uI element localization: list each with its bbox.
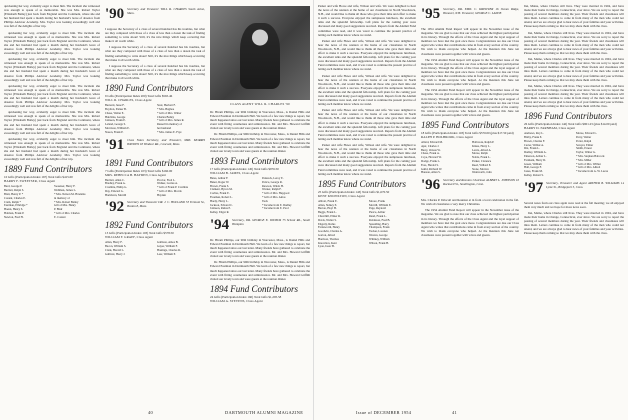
contributor-name: Brown, Frank S. <box>210 184 230 188</box>
contributor-name: Harrison, Thomas <box>318 237 339 241</box>
contributor-name: Jackson, Edward C. <box>210 203 233 207</box>
class-agent: MRS. REBECCA B. HAYDEN, Class Agent <box>105 172 166 177</box>
class-heading <box>105 200 205 217</box>
column-text: Dr. Hiram Phillips, our 90th birthday in Worcester, Mass., is Daniel Hills and Edward Eastman in Dartmouth Hall. We learn of a few new things to report, but much happened since our last letter. Many friends have gathered to celebrate the event with fitting ceremonies and reminiscence. Mr. and Mrs. Howard Griffith visited our lovely town and were guests at the reunion dinner. <box>210 110 310 131</box>
contributor-name: Hanson, Allen S. <box>421 171 441 175</box>
column-text: The 1954 Alumni Fund Report will appear in the November issue of the magazine. We are glad to note that our class achieved the highest participation in its history. Through the efforts of the Class Agent and the loyal support of members we have met the goal once more. Congratulations are due our Class Agent who writes that contributions came in from every section of the country. We wish to thank everyone who helped. At the Reunion this June ten classmates were present together with wives and guests. <box>421 57 519 87</box>
contributor-name: * Gift of Mrs. James R. <box>157 119 185 123</box>
contributor-name: Hazen, Henry S. <box>4 208 24 212</box>
fund-subtitle: 7 Gifts (Participation Index 103) Total Gifts $160.00 <box>105 168 173 173</box>
contributor-name: Dix, Frank L. <box>524 147 540 151</box>
class-year: '92 <box>105 199 125 216</box>
contributor-name: Hutchins, George <box>105 115 126 119</box>
contributor-name: Pennock, Leroy E. <box>262 176 284 180</box>
contributor-name: Pierce, Arthur <box>369 211 386 215</box>
contributor-name: Wentworth, John <box>472 171 492 175</box>
contributor-name: Newton, Fred H. <box>4 215 24 219</box>
fund-subtitle: 9 Gifts (Participation Index 200) Total Gifts $565.46 <box>105 94 173 99</box>
fund-title: 1896 Fund Contributors <box>524 111 613 122</box>
column-6 <box>524 4 624 408</box>
contributor-name: Johnson, Rufus P. <box>210 207 231 211</box>
contributor-name: Day, Edward G. <box>105 189 124 193</box>
column-text: The 1954 Alumni Fund Report will appear in the November issue of the magazine. We are glad to note that our class achieved the highest participation in its history. Through the efforts of the Class Agent and the loyal support of members we have met the goal once more. Congratulations are due our Class Agent who writes that contributions came in from every section of the country. We wish to thank everyone who helped. At the Reunion this June ten classmates were present together with wives and guests. <box>421 27 519 56</box>
class-heading <box>524 181 624 198</box>
contributor-name: Stone, Morton <box>472 167 489 171</box>
contributor-name: Davis, Walter S. <box>318 218 337 222</box>
contributor-name: Page, Reynold <box>369 207 386 211</box>
contributor-name: Smith, Ernest <box>576 147 592 151</box>
column-text: Inn, Maine, where Charles still lives. They were married in 1904, and have made their home in Orange, Connecticut, ever since. We are sorry to report the passing of several members during the year. Their friends and classmates will miss them. Letters continue to come in from many of the men who could not attend, and we are always glad to hear news of your families and your activities. Please keep them coming so that we may share them with the class. <box>524 83 624 109</box>
contributor-name: Conant, Charles E. <box>4 196 26 200</box>
contributor-name: Lear, William P. <box>157 252 176 256</box>
fund-subtitle: 13 Gifts (Participation Index 103) Total Gifts $578.50 <box>105 231 174 236</box>
contributor-name: Hall, George F. <box>524 166 542 170</box>
contributor-name: Guild, Richard W. <box>421 167 443 171</box>
contributor-name: Guyer, William F. <box>157 245 178 249</box>
column-text: Inn, Maine, where Charles still lives. They were married in 1904, and have made their home in Orange, Connecticut, ever since. We are sorry to report the passing of several members during the year. Their friends and classmates will miss them. Letters continue to come in from many of the men who could not attend, and we are always glad to hear news of your families and your activities. Please keep them coming so that we may share them with the class. <box>524 4 624 29</box>
fund-title: 1890 Fund Contributors <box>105 83 194 94</box>
contributor-name: * Mrs. Bugbee <box>157 107 175 111</box>
column-1 <box>4 4 100 408</box>
contributor-list <box>4 185 100 219</box>
class-agent: WILL R. CHARLES, Class Agent <box>105 98 152 103</box>
contributor-name: Abbott, Frank E. <box>318 199 338 203</box>
contributor-name: Dodge, Frank L. <box>421 159 441 163</box>
contributor-name: Peirce, George R. <box>262 180 283 184</box>
column-text: Parker and wife Howe and wife, Wilson and wife. We were delighted to hear the news of the reunion at the home of our classmates in North Woodstock, N.H., and would like to thank all those who gave their time and effort to make it such a success. Everyone enjoyed the sumptuous luncheon, the excellent talks and the splendid fellowship. Gift plans for the coming year were discussed and many good suggestions received. Reports from the Alumni Fund committee were read, and it was voted to continue the present practice of letting each member know where we stand. <box>318 73 416 107</box>
secretary-info: Secretary and Reunion Chairman ALBERT L. JOHNSON 10 Rockwell St., Southington, Conn. <box>443 178 519 187</box>
contributor-name: Sweetser, Harry F. <box>54 185 76 189</box>
contributor-name: Taylor, Walter G. <box>576 151 596 155</box>
contributor-name: P. Blair <box>54 208 63 212</box>
contributor-name: Freeman, Robert L. <box>210 195 233 199</box>
contributor-name: Russell in memory of <box>157 123 182 127</box>
class-year: '96 <box>421 177 441 194</box>
column-4 <box>318 4 416 408</box>
contributor-name: Gulliver, Harry J. <box>105 252 126 256</box>
class-agent: WILLIAM B. JAMES, Class Agent <box>210 170 259 175</box>
contributor-name: in memory of <box>54 196 70 200</box>
column-text: Dr. Hiram Phillips, our 90th birthday in Worcester, Mass., is Daniel Hills and Edward Eastman in Dartmouth Hall. We learn of a few new things to report, but much happened since our last letter. Many friends have gathered to celebrate the event with fitting ceremonies and reminiscence. Mr. and Mrs. Howard Griffith visited our lovely town and were guests at the reunion dinner. <box>210 132 310 153</box>
contributor-name: * Income from A. W. Lucas <box>576 170 609 174</box>
contributor-name: Edgerly, Rufus <box>318 222 336 226</box>
left-page <box>4 4 310 408</box>
contributor-name: Tuck <box>262 199 268 203</box>
column-text: quickening her way, evidently eager to meet him. The incident she witnessed was enough to speak of as memorable. She was Mrs. Robert Taylor (Elizabeth Bailey) just back from England and the Continent, where she and her husband had spent a month during her husband's leave of absence from Phillips Andover Academy. Mrs. Taylor was looking exceedingly well and was full of the delights of her trip. <box>4 83 100 109</box>
contributor-name: Bartlett, Ralph S. <box>4 189 25 193</box>
contributor-name: Crombie, Philip G. <box>105 186 128 190</box>
contributor-name: Sawyer, Elmer <box>576 143 594 147</box>
column-text: Inn, Maine, where Charles still lives. They were married in 1904, and have made their home in Orange, Connecticut, ever since. We are sorry to report the passing of several members during the year. Their friends and classmates will miss them. Letters continue to come in from many of the men who could not attend, and we are always glad to hear news of your families and your activities. Please keep them coming so that we may share them with the class. <box>524 211 624 236</box>
column-text: Inn, Maine, where Charles still lives. They were married in 1904, and have made their home in Orange, Connecticut, ever since. We are sorry to report the passing of several members during the year. Their friends and classmates will miss them. Letters continue to come in from many of the men who could not attend, and we are always glad to hear news of your families and your activities. Please keep them coming so that we may share them with the class. <box>524 57 624 82</box>
contributor-name: * Gift of Mrs. Wilbur <box>576 162 601 166</box>
class-year: '91 <box>105 136 125 153</box>
column-text: The 1954 Alumni Fund Report will appear in the November issue of the magazine. We are glad to note that our class achieved the highest participation in its history. Through the efforts of the Class Agent and the loyal support of members we have met the goal once more. Congratulations are due our Class Agent who writes that contributions came in from every section of the country. We wish to thank everyone who helped. At the Reunion this June ten classmates were present together with wives and guests. <box>421 208 519 237</box>
contributor-name: Boylton, Parker B. <box>105 107 127 111</box>
class-heading <box>105 138 205 155</box>
contributor-name: Whitney, William <box>369 237 390 241</box>
contributor-name: Churchill, Elmer R. <box>318 214 341 218</box>
contributor-name: * Mrs. Nelson M. Hawkins <box>54 192 86 196</box>
contributor-name: Carter, Wilbur A. <box>524 143 544 147</box>
contributor-name: Perry, Walter <box>576 136 592 140</box>
contributor-name: Morse, Edward L. <box>576 132 598 136</box>
contributor-name: * Gift of Frank P. Crombie <box>157 186 188 190</box>
contributor-name: Allen, Sidney E. <box>318 203 338 207</box>
contributor-name: Green, William <box>524 162 542 166</box>
column-text: Parker and wife Howe and wife, Wilson and wife. We were delighted to hear the news of the reunion at the home of our classmates in North Woodstock, N.H., and would like to thank all those who gave their time and effort to make it such a success. Everyone enjoyed the sumptuous luncheon, the excellent talks and the splendid fellowship. Gift plans for the coming year were discussed and many good suggestions received. Reports from the Alumni Fund committee were read, and it was voted to continue the present practice of letting each member know where we stand. <box>318 38 416 72</box>
contributor-name: * Income from E. Prod <box>262 207 289 211</box>
fund-title: 1893 Fund Contributors <box>210 155 299 166</box>
class-agent: HARRY D. FARNHAM, Class Agent <box>524 126 576 131</box>
column-3 <box>210 110 310 408</box>
class-year: '97 <box>524 179 544 196</box>
contributor-name: Weston, George <box>369 233 388 237</box>
column-text: I suppose the Secretary of a class of several hundred has his troubles, but what are they compared with those of a class of less than a dozen the task of finding something to write about! Still, it's the nice things which keep occurring that make it all worth while. <box>105 63 205 81</box>
column-text: Parker and wife Howe and wife, Wilson and wife. We were delighted to hear the news of the reunion at the home of our classmates in North Woodstock, N.H., and would like to thank all those who gave their time and effort to make it such a success. Everyone enjoyed the sumptuous luncheon, the excellent talks and the splendid fellowship. Gift plans for the coming year were discussed and many good suggestions received. Reports from the Alumni Fund committee were read, and it was voted to continue the present practice of letting each member know where we stand. <box>318 108 416 141</box>
secretary-info: Secretary and Treasurer DR. J. C. HOLLAND 53 Tremont St., Boston 8, Mass. <box>127 200 205 209</box>
contributor-name: Starr, Herbert F. <box>157 104 176 108</box>
contributor-name: Rand, Frank L. <box>369 214 387 218</box>
contributor-name: * Income from E. Dudley <box>262 203 292 207</box>
contributor-name: Farnham, Harry D. <box>524 158 546 162</box>
contributor-list <box>105 104 205 134</box>
right-page <box>318 4 624 408</box>
contributor-name: Bernard, Jesse F. <box>105 104 125 108</box>
contributor-name: Chase, Frank A. <box>421 152 440 156</box>
class-agent: RALPH P. HOLBROOK, Class Agent <box>421 134 473 139</box>
contributor-name: Andrews, Roy L. <box>524 132 544 136</box>
contributor-name: Barry, Orison W. <box>421 148 441 152</box>
contributor-name: * Gift of Mrs. Charles <box>54 211 80 215</box>
contributor-name: Kelley, Edgar R. <box>210 211 230 215</box>
contributor-name: Leland, George S. <box>105 123 126 127</box>
contributor-name: Rawson, Waldo H. <box>262 184 284 188</box>
column-text: Parker and wife Howe and wife, Wilson and wife. We were delighted to hear the news of the reunion at the home of our classmates in North Woodstock, N.H., and would like to thank all those who gave their time and effort to make it such a success. Everyone enjoyed the sumptuous luncheon, the excellent talks and the splendid fellowship. Gift plans for the coming year were discussed and many good suggestions received. Reports from the Alumni Fund committee were read, and it was voted to continue the present practice of letting each member know where we stand. <box>318 143 416 176</box>
contributor-name: Morrill, William E. <box>369 203 392 207</box>
contributor-name: Gallison, Amos B. <box>157 241 179 245</box>
contributor-name: Beggs, Frank L. <box>318 211 337 215</box>
fund-subtitle: 24 Gifts (Participation Index 160) Total Gifts $1,295.58 <box>210 294 282 299</box>
contributor-name: Cram, Ralph * <box>4 200 21 204</box>
contributor-name: Kinne, Harry L. <box>472 144 491 148</box>
contributor-name: Johnson, Frank E. <box>105 119 126 123</box>
contributor-name: Morse, Ralph <box>472 152 488 156</box>
contributor-name: Baker, Roger W. <box>210 180 230 184</box>
contributor-name: Potter, Ralph <box>576 139 592 143</box>
class-year: '94 <box>210 216 230 233</box>
column-text: quickening her way, evidently eager to meet him. The incident she witnessed was enough to speak of as memorable. She was Mrs. Robert Taylor (Elizabeth Bailey) just back from England and the Continent, where she and her husband had spent a month during her husband's leave of absence from Phillips Andover Academy. Mrs. Taylor was looking exceedingly well and was full of the delights of her trip. <box>4 136 100 162</box>
contributor-name: Farnsworth, Henry <box>318 226 340 230</box>
contributor-name: Allard, Edward M. <box>421 140 443 144</box>
column-text: Mrs. Charles P. Driscoll and Reunion at in from a local celebration in the fall. We wish all classmates a very merry Christmas. <box>421 198 519 207</box>
contributor-list <box>524 132 624 178</box>
contributor-name: Proctor, Fred L. <box>157 178 176 182</box>
contributor-name: Ayer, Charles J. <box>421 144 440 148</box>
class-agent: KENT KNOWLTON, Class Agent <box>318 193 365 198</box>
column-text: I suppose the Secretary of a class of several hundred has his troubles, but what are they compared with those of a class of less than a dozen the task of finding something to write about! Still, it's the nice things which keep occurring that make it all worth while. <box>105 27 205 44</box>
contributor-name: Allen, Harry F. <box>105 241 123 245</box>
column-text: Dr. Hiram Phillips, our 90th birthday in Worcester, Mass., is Daniel Hills and Edward Eastman in Dartmouth Hall. We learn of a few new things to report, but much happened since our last letter. Many friends have gathered to celebrate the event with fitting ceremonies and reminiscence. Mr. and Mrs. Howard Griffith visited our lovely town and were guests at the reunion dinner. <box>210 237 310 259</box>
column-2 <box>105 4 205 408</box>
contributor-name: * Gift of Mrs. Morris <box>157 189 182 193</box>
contributor-name: * Mrs. Robert Bailey <box>54 200 79 204</box>
contributor-name: Bixby, Frank E. <box>524 136 543 140</box>
fund-subtitle: 18 Gifts (Participation Index 118) Total Gifts $570.00 (plus $17.50 paid) <box>421 130 514 135</box>
column-text: Dr. Hiram Phillips, our 90th birthday in Worcester, Mass., is Daniel Hills and Edward Eastman in Dartmouth Hall. We learn of a few new things to report, but much happened since our last letter. Many friends have gathered to celebrate the event with fitting ceremonies and reminiscence. Mr. and Mrs. Howard Griffith visited our lovely town and were guests at the reunion dinner. <box>210 260 310 281</box>
column-text: The 1954 Alumni Fund Report will appear in the November issue of the magazine. We are glad to note that our class achieved the highest participation in its history. Through the efforts of the Class Agent and the loyal support of members we have met the goal once more. Congratulations are due our Class Agent who writes that contributions came in from every section of the country. We wish to thank everyone who helped. At the Reunion this June ten classmates were present together with wives and guests. <box>421 88 519 117</box>
contributor-name: Moore, Frank <box>369 199 385 203</box>
contributor-name: E. Conant <box>54 215 66 219</box>
class-year: '90 <box>105 6 125 22</box>
fund-subtitle: 17 Gifts (Participation Index 145) Total Gifts $976.50 <box>210 166 279 171</box>
secretary-info: Secretary, Treasurer and Agent ARTHUR B. WILLIAMS 14 Lyme St., Bridgeport 5, Conn. <box>546 180 624 189</box>
contributor-name: Charles Bailey <box>157 115 175 119</box>
contributor-name: Bacon, William S. <box>105 245 127 249</box>
contributor-name: Foss, Harold S. <box>421 163 439 167</box>
contributor-name: Hartshorn, Merrill <box>105 193 127 197</box>
contributor-name: Holbrook, Ralph P. <box>472 140 495 144</box>
fund-title: 1889 Fund Contributors <box>4 164 93 175</box>
page-gutter <box>313 0 314 420</box>
contributor-list <box>318 200 416 249</box>
fund-title: 1891 Fund Contributors <box>105 157 194 168</box>
contributor-name: Chase, Walter E. <box>105 111 125 115</box>
fund-title: 1895 Fund Contributors <box>318 178 407 189</box>
left-page-number: 40 <box>148 410 153 415</box>
fund-subtitle: 10 Gifts (Participation Index 167) Total Gifts $415.00 <box>4 175 73 180</box>
class-agent: WILLIAM A. STEVENS, Class Agent <box>210 298 263 303</box>
contributor-name: * Gift of Mrs. Alfred <box>576 166 601 170</box>
contributor-name: Coye, Howard W. <box>421 156 442 160</box>
contributor-name: Walker, Lucius A. <box>157 182 178 186</box>
contributor-name: Hastings, Charles R. <box>157 249 181 253</box>
contributor-name: * Mrs. James E. Frye <box>157 130 182 134</box>
contributor-name: Corliss, Frank E. <box>210 192 230 196</box>
column-text: quickening her way, evidently eager to meet him. The incident she witnessed was enough to speak of as memorable. She was Mrs. Robert Taylor (Elizabeth Bailey) just back from England and the Continent, where she and her husband had spent a month during her husband's leave of absence from Phillips Andover Academy. Mrs. Taylor was looking exceedingly well and was full of the delights of her trip. <box>4 4 100 29</box>
contributor-list <box>105 241 205 256</box>
contributor-name: Robinson, Fred B. <box>369 218 391 222</box>
fund-title: 1894 Fund Contributors <box>210 283 299 294</box>
contributor-list <box>105 179 205 198</box>
contributor-name: Brown, Charles F. <box>524 139 545 143</box>
right-page-number: 41 <box>452 410 457 415</box>
fund-title: 1895 Fund Contributors <box>421 119 510 130</box>
contributor-name: * Mrs. Miller <box>576 158 592 162</box>
contributor-name: Wellman, James L. <box>54 189 77 193</box>
column-text: quickening her way, evidently eager to meet him. The incident she witnessed was enough to speak of as memorable. She was Mrs. Robert Taylor (Elizabeth Bailey) just back from England and the Continent, where she and her husband had spent a month during her husband's leave of absence from Phillips Andover Academy. Mrs. Taylor was looking exceedingly well and was full of the delights of her trip. <box>4 57 100 82</box>
secretary-info: Secretary, DR. GEORGE E. WILBUR 75 School Rd., South Hampton <box>232 217 310 226</box>
contributor-name: Bard, George P. <box>4 185 23 189</box>
photo-caption: CLASS AGENT WILL R. CHARLES '90 <box>230 102 290 106</box>
contributor-name: Tucker, Lorenzo <box>369 230 389 234</box>
contributor-name: * Gift of Mrs. Amos <box>262 195 286 199</box>
contributor-name: Warner, Ralph F. <box>262 188 282 192</box>
class-heading <box>421 178 519 195</box>
contributor-name: Noble, Frank L. <box>472 156 491 160</box>
contributor-name: Kelley, Robert S. <box>524 174 544 178</box>
contributor-name: Clement, Byron M. <box>210 188 233 192</box>
column-text: Parker and wife Howe and wife, Wilson and wife. We were delighted to hear the news of the reunion at the home of our classmates in North Woodstock, N.H., and would like to thank all those who gave their time and effort to make it such a success. Everyone enjoyed the sumptuous luncheon, the excellent talks and the splendid fellowship. Gift plans for the coming year were discussed and many good suggestions received. Reports from the Alumni Fund committee were read, and it was voted to continue the present practice of letting each member know where we stand. <box>318 4 416 37</box>
fund-title: 1892 Fund Contributors <box>105 220 194 231</box>
contributor-name: Gift of Mrs. Henry <box>54 204 76 208</box>
contributor-name: Spaulding, Harry <box>369 222 389 226</box>
contributor-name: Lewis, Alfred A. <box>472 148 492 152</box>
class-agent: WILLIAM F. GRAEF, Class Agent <box>105 235 154 240</box>
class-agent: HARRY F. SWEETSER, Class Agent <box>4 179 56 184</box>
column-text: quickening her way, evidently eager to meet him. The incident she witnessed was enough to speak of as memorable. She was Mrs. Robert Taylor (Elizabeth Bailey) just back from England and the Continent, where she and her husband had spent a month during her husband's leave of absence from Phillips Andover Academy. Mrs. Taylor was looking exceedingly well and was full of the delights of her trip. <box>4 30 100 56</box>
contributor-name: Hardy, Harry L. <box>210 199 229 203</box>
contributor-name: Nason, Frank P. <box>105 130 124 134</box>
contributor-name: * Gift of Mrs. Walter <box>157 111 182 115</box>
contributor-name: her husband <box>157 126 172 130</box>
contributor-name: Dudley, William A. <box>524 151 547 155</box>
contributor-name: Clark, Harold L. <box>105 249 125 253</box>
contributor-name: Emerson, Arthur L. <box>524 155 547 159</box>
contributor-name: Morrison, William E. <box>105 126 130 130</box>
contributor-name: Reed, Willard E. <box>472 163 492 167</box>
contributor-name: Goodwin, Charles A. <box>318 230 343 234</box>
contributor-name: Bates, Arthur F. <box>210 176 229 180</box>
class-agent-photo <box>210 6 310 100</box>
portrait-figure <box>240 23 280 89</box>
contributor-name: Lyon, Isaac B. <box>318 245 335 249</box>
secretary-info: Secretary, DR. EMIL C. KREITZER 16 Ocean Ridge, Hanover, N.H. Treasurer, GEORGE C. LANDE <box>443 7 519 15</box>
class-heading <box>421 7 519 24</box>
column-text: Several notes from our class agent were read at the fall meeting; we all enjoyed them very much and we hope for more news soon. <box>524 200 624 209</box>
fund-subtitle: 25 Gifts (Participation Index 143) Total Gifts $1,670.50 <box>318 189 390 194</box>
contributor-name: * Gift of Mrs. Hapgood <box>262 192 290 196</box>
contributor-name: Eastman, Elbridge * <box>4 204 28 208</box>
contributor-name: Gorton, Alfred <box>318 233 336 237</box>
contributor-name: Bartlett, Allen C. <box>105 178 125 182</box>
contributor-list <box>421 141 519 175</box>
contributor-list <box>210 177 310 215</box>
contributor-name: Jones, Frank M. <box>524 170 543 174</box>
column-text: Inn, Maine, where Charles still lives. They were married in 1904, and have made their home in Orange, Connecticut, ever since. We are sorry to report the passing of several members during the year. Their friends and classmates will miss them. Letters continue to come in from many of the men who could not attend, and we are always glad to hear news of your families and your activities. Please keep them coming so that we may share them with the class. <box>524 30 624 56</box>
column-5 <box>421 4 519 408</box>
contributor-name: Thompson, Frank <box>369 226 390 230</box>
contributor-name: Parker, Clarence <box>472 159 492 163</box>
contributor-name: Bradley, Frank A. <box>105 182 126 186</box>
magazine-title: DARTMOUTH ALUMNI MAGAZINE <box>225 410 304 415</box>
class-heading <box>210 218 310 235</box>
contributor-name: Knowlton, Kent <box>318 241 337 245</box>
class-year: '95 <box>421 6 441 22</box>
contributor-name: Barton, Hoyt H. <box>318 207 337 211</box>
contributor-name: Wilson, Frank H. <box>369 241 389 245</box>
secretary-info: Secretary and Treasurer WILL R. CHARLES South Acton, Mass. <box>127 7 205 15</box>
column-text: quickening her way, evidently eager to meet him. The incident she witnessed was enough to speak of as memorable. She was Mrs. Robert Taylor (Elizabeth Bailey) just back from England and the Continent, where she and her husband had spent a month during her husband's leave of absence from Phillips Andover Academy. Mrs. Taylor was looking exceedingly well and was full of the delights of her trip. <box>4 110 100 135</box>
contributor-name: Holman, Frank P. <box>4 211 25 215</box>
contributor-name: * Mrs. Stephen Babcock <box>576 155 605 159</box>
contributor-name: Hayden <box>157 193 166 197</box>
class-heading <box>105 7 205 24</box>
contributor-name: Blair, Henry P. * <box>4 192 24 196</box>
column-text: I suppose the Secretary of a class of several hundred has his troubles, but what are they compared with those of a class of less than a dozen the task of finding something to write about! Still, it's the nice things which keep occurring that make it all worth while. <box>105 45 205 62</box>
secretary-info: Class Notes Secretary, and Treasurer, MRS. MORRIS HAYDEN 18 Windsor Rd., Concord, Mass. <box>127 137 205 146</box>
fund-subtitle: 26 Gifts (Participation Index 142) Total Gifts $901.23 (plus $14.00 paid) <box>524 122 617 127</box>
issue-date: Issue of DECEMBER 1954 <box>356 410 412 415</box>
